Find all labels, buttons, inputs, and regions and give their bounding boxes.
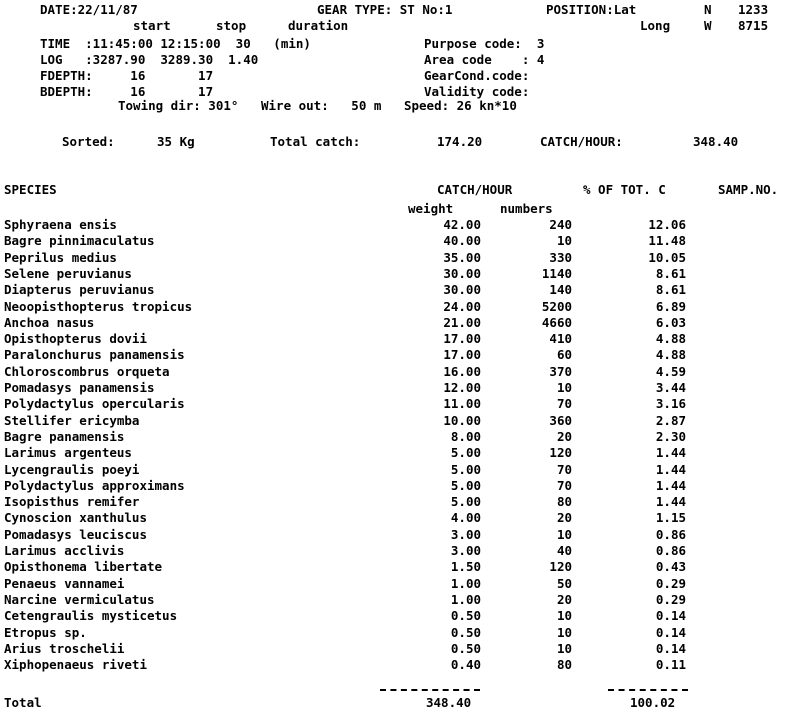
numbers-value: 1140 (541, 265, 572, 281)
weight-value: 5.00 (450, 477, 481, 493)
fdepth-row: FDEPTH: 16 17 (40, 68, 214, 83)
species-name: Penaeus vannamei (4, 575, 125, 591)
weight-total-rule (380, 689, 480, 691)
weight-value: 17.00 (443, 331, 481, 347)
weight-value: 0.50 (450, 640, 481, 656)
bdepth-row: BDEPTH: 16 17 (40, 84, 214, 99)
weight-value: 5.00 (450, 445, 481, 461)
numbers-value: 410 (549, 331, 572, 347)
numbers-value: 10 (556, 608, 572, 624)
pct-value: 6.03 (655, 314, 686, 330)
weight-value: 0.50 (450, 624, 481, 640)
weight-value: 24.00 (443, 298, 481, 314)
numbers-value: 20 (556, 428, 572, 444)
species-row (0, 626, 800, 642)
weight-value: 40.00 (443, 233, 481, 249)
weight-value: 30.00 (443, 265, 481, 281)
species-name: Opisthonema libertate (4, 559, 163, 575)
col-stop-header: stop (216, 18, 247, 33)
towing-row: Towing dir: 301° Wire out: 50 m Speed: 26 kn*10 (118, 98, 517, 113)
numbers-value: 4660 (541, 314, 572, 330)
pct-value: 0.29 (655, 575, 686, 591)
pct-value: 0.14 (655, 640, 686, 656)
long-label: Long (640, 18, 671, 33)
species-name: Xiphopenaeus riveti (4, 657, 147, 673)
weight-header: weight (408, 201, 454, 216)
pct-value: 0.14 (655, 624, 686, 640)
numbers-value: 370 (549, 363, 572, 379)
weight-value: 4.00 (450, 510, 481, 526)
weight-value: 1.50 (450, 559, 481, 575)
col-duration-header: duration (288, 18, 349, 33)
sorted-label: Sorted: (62, 134, 115, 149)
species-row (0, 577, 800, 593)
log-row: LOG :3287.90 3289.30 1.40 (40, 52, 259, 67)
pct-value: 6.89 (655, 298, 686, 314)
weight-value: 0.50 (450, 608, 481, 624)
numbers-value: 10 (556, 640, 572, 656)
numbers-value: 330 (549, 249, 572, 265)
species-row (0, 642, 800, 658)
numbers-value: 20 (556, 591, 572, 607)
species-name: Pomadasys leuciscus (4, 526, 147, 542)
date-field: DATE:22/11/87 (40, 2, 138, 17)
pct-value: 8.61 (655, 265, 686, 281)
numbers-value: 50 (556, 575, 572, 591)
numbers-value: 10 (556, 380, 572, 395)
catch-hour-header: CATCH/HOUR (437, 182, 513, 197)
sorted-value: 35 Kg (157, 134, 195, 149)
species-name: Narcine vermiculatus (4, 591, 155, 607)
weight-value: 5.00 (450, 494, 481, 510)
species-row (0, 560, 800, 576)
species-name: Arius troschelii (4, 640, 125, 656)
numbers-header: numbers (500, 201, 553, 216)
lat-value: 1233 (738, 2, 769, 17)
species-row (0, 218, 800, 234)
pct-value: 10.05 (648, 249, 686, 265)
weight-value: 1.00 (450, 575, 481, 591)
species-row (0, 316, 800, 332)
numbers-value: 80 (556, 657, 572, 673)
species-row (0, 479, 800, 495)
weight-value: 3.00 (450, 526, 481, 542)
pct-value: 0.43 (655, 559, 686, 575)
species-row (0, 463, 800, 479)
pct-value: 0.86 (655, 543, 686, 558)
species-name: Cetengraulis mysticetus (4, 608, 178, 624)
col-start-header: start (133, 18, 171, 33)
lat-direction: N (704, 2, 712, 17)
weight-value: 5.00 (450, 461, 481, 477)
species-name: Sphyraena ensis (4, 217, 117, 232)
species-name: Etropus sp. (4, 624, 87, 640)
gear-type-field: GEAR TYPE: ST No:1 (317, 2, 453, 17)
species-row (0, 251, 800, 267)
pct-value: 0.29 (655, 591, 686, 607)
numbers-value: 80 (556, 494, 572, 510)
species-row (0, 544, 800, 560)
species-row (0, 593, 800, 609)
weight-value: 35.00 (443, 249, 481, 265)
species-name: Neoopisthopterus tropicus (4, 298, 193, 314)
pct-total-header: % OF TOT. C (583, 182, 666, 197)
weight-value: 17.00 (443, 347, 481, 363)
species-name: Stellifer ericymba (4, 412, 140, 428)
species-name: Lycengraulis poeyi (4, 461, 140, 477)
weight-value: 3.00 (450, 543, 481, 558)
species-row (0, 348, 800, 364)
numbers-value: 5200 (541, 298, 572, 314)
pct-value: 12.06 (648, 217, 686, 232)
species-name: Bagre pinnimaculatus (4, 233, 155, 249)
pct-value: 0.86 (655, 526, 686, 542)
weight-value: 42.00 (443, 217, 481, 232)
numbers-value: 70 (556, 461, 572, 477)
species-name: Larimus argenteus (4, 445, 132, 461)
species-name: Paralonchurus panamensis (4, 347, 185, 363)
species-row (0, 365, 800, 381)
species-row (0, 381, 800, 397)
pct-value: 1.44 (655, 477, 686, 493)
numbers-value: 140 (549, 282, 572, 298)
numbers-value: 10 (556, 526, 572, 542)
numbers-value: 70 (556, 477, 572, 493)
species-name: Selene peruvianus (4, 265, 132, 281)
catch-hour-value: 348.40 (693, 134, 739, 149)
pct-value: 3.16 (655, 396, 686, 412)
long-value: 8715 (738, 18, 769, 33)
total-catch-value: 174.20 (437, 134, 483, 149)
species-row (0, 283, 800, 299)
pct-value: 11.48 (648, 233, 686, 249)
time-row: TIME :11:45:00 12:15:00 30 (min) (40, 36, 311, 51)
species-name: Diapterus peruvianus (4, 282, 155, 298)
total-weight: 348.40 (426, 695, 472, 710)
weight-value: 16.00 (443, 363, 481, 379)
species-name: Polydactylus approximans (4, 477, 185, 493)
pct-value: 1.44 (655, 445, 686, 461)
species-name: Peprilus medius (4, 249, 117, 265)
numbers-value: 10 (556, 624, 572, 640)
weight-value: 10.00 (443, 412, 481, 428)
species-name: Pomadasys panamensis (4, 380, 155, 395)
species-name: Polydactylus opercularis (4, 396, 185, 412)
weight-value: 12.00 (443, 380, 481, 395)
species-header: SPECIES (4, 182, 57, 197)
numbers-value: 20 (556, 510, 572, 526)
total-label: Total (4, 695, 42, 710)
pct-value: 0.11 (655, 657, 686, 673)
numbers-value: 40 (556, 543, 572, 558)
pct-value: 1.44 (655, 494, 686, 510)
species-row (0, 430, 800, 446)
species-row (0, 300, 800, 316)
pct-value: 2.87 (655, 412, 686, 428)
weight-value: 8.00 (450, 428, 481, 444)
species-name: Bagre panamensis (4, 428, 125, 444)
numbers-value: 120 (549, 445, 572, 461)
purpose-code: Purpose code: 3 (424, 36, 545, 51)
species-row (0, 658, 800, 674)
pct-value: 4.88 (655, 347, 686, 363)
species-name: Anchoa nasus (4, 314, 95, 330)
species-name: Isopisthus remifer (4, 494, 140, 510)
species-row (0, 609, 800, 625)
species-row (0, 397, 800, 413)
weight-value: 11.00 (443, 396, 481, 412)
pct-value: 2.30 (655, 428, 686, 444)
pct-value: 0.14 (655, 608, 686, 624)
numbers-value: 120 (549, 559, 572, 575)
weight-value: 21.00 (443, 314, 481, 330)
weight-value: 1.00 (450, 591, 481, 607)
total-catch-label: Total catch: (270, 134, 361, 149)
numbers-value: 240 (549, 217, 572, 232)
species-name: Opisthopterus dovii (4, 331, 147, 347)
species-name: Larimus acclivis (4, 543, 125, 558)
pct-value: 4.59 (655, 363, 686, 379)
pct-value: 4.88 (655, 331, 686, 347)
long-direction: W (704, 18, 712, 33)
numbers-value: 10 (556, 233, 572, 249)
gearcond-code: GearCond.code: (424, 68, 530, 83)
pct-value: 3.44 (655, 380, 686, 395)
pct-total-rule (608, 689, 688, 691)
species-row (0, 446, 800, 462)
numbers-value: 360 (549, 412, 572, 428)
pct-value: 1.44 (655, 461, 686, 477)
samp-no-header: SAMP.NO. (718, 182, 779, 197)
species-row (0, 414, 800, 430)
pct-value: 8.61 (655, 282, 686, 298)
species-row (0, 528, 800, 544)
numbers-value: 60 (556, 347, 572, 363)
numbers-value: 70 (556, 396, 572, 412)
catch-hour-label: CATCH/HOUR: (540, 134, 623, 149)
validity-code: Validity code: (424, 84, 530, 99)
species-name: Chloroscombrus orqueta (4, 363, 170, 379)
pct-value: 1.15 (655, 510, 686, 526)
species-row (0, 234, 800, 250)
species-row (0, 332, 800, 348)
area-code: Area code : 4 (424, 52, 545, 67)
weight-value: 30.00 (443, 282, 481, 298)
species-name: Cynoscion xanthulus (4, 510, 147, 526)
weight-value: 0.40 (450, 657, 481, 673)
species-row (0, 267, 800, 283)
species-row (0, 495, 800, 511)
total-pct: 100.02 (630, 695, 676, 710)
species-row (0, 511, 800, 527)
position-label: POSITION:Lat (546, 2, 637, 17)
